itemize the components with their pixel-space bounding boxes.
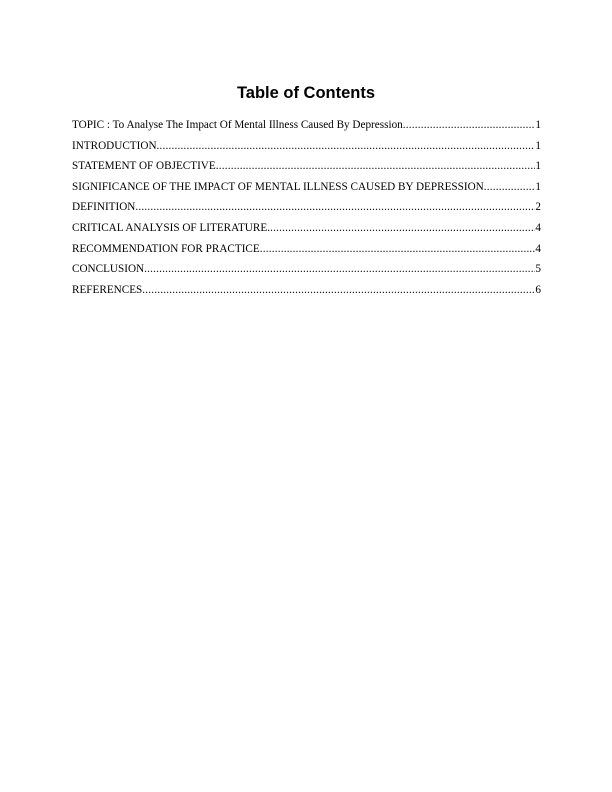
toc-dot-leader [157, 138, 536, 154]
toc-entry[interactable] [72, 179, 541, 200]
toc-entry[interactable] [72, 282, 541, 303]
toc-entry-page: 1 [535, 160, 541, 173]
toc-entry-page: 1 [535, 119, 541, 131]
toc-entry-page: 4 [535, 221, 541, 234]
toc-entry-page: 2 [535, 201, 541, 214]
toc-entry[interactable] [72, 138, 541, 159]
toc-dot-leader [484, 179, 536, 195]
toc-entry-page: 1 [535, 180, 541, 193]
toc-entry[interactable] [72, 261, 541, 282]
toc-entry-text: DEFINITION [72, 201, 136, 214]
toc-entry-text: STATEMENT OF OBJECTIVE [72, 160, 216, 173]
toc-dot-leader [403, 117, 536, 133]
toc-entry[interactable] [72, 220, 541, 241]
toc-dot-leader [135, 199, 535, 215]
toc-list [72, 117, 541, 302]
toc-entry-text: TOPIC : To Analyse The Impact Of Mental Illness Caused By Depression [72, 119, 403, 131]
toc-dot-leader [144, 261, 535, 277]
toc-entry-page: 6 [535, 283, 541, 296]
toc-entry-page: 1 [535, 139, 541, 152]
toc-dot-leader [260, 241, 536, 257]
toc-entry-text: RECOMMENDATION FOR PRACTICE [72, 242, 260, 255]
toc-dot-leader [267, 220, 535, 236]
toc-dot-leader [216, 158, 536, 174]
toc-entry-page: 5 [535, 263, 541, 276]
toc-title: Table of Contents [236, 84, 376, 102]
toc-entry-text: CRITICAL ANALYSIS OF LITERATURE [72, 221, 268, 234]
toc-entry[interactable] [72, 241, 541, 262]
toc-entry-page: 4 [535, 242, 541, 255]
toc-entry[interactable] [72, 158, 541, 179]
toc-entry-text: REFERENCES [72, 283, 143, 296]
toc-entry-text: CONCLUSION [72, 263, 145, 276]
toc-entry-text: SIGNIFICANCE OF THE IMPACT OF MENTAL ILLNESS CAUSED BY DEPRESSION [72, 180, 484, 193]
toc-entry-text: INTRODUCTION [72, 139, 157, 152]
toc-entry[interactable] [72, 117, 541, 138]
toc-entry[interactable] [72, 199, 541, 220]
toc-dot-leader [142, 282, 535, 298]
